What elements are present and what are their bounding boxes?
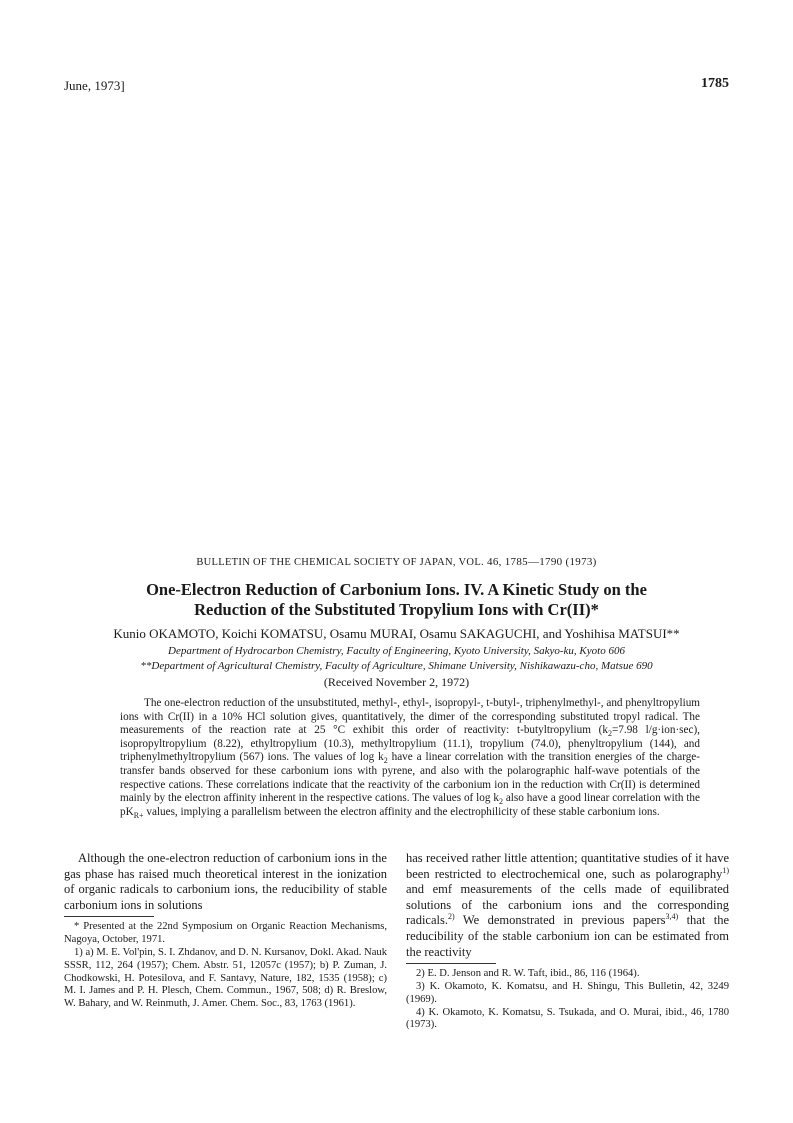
- page-number: 1785: [701, 76, 729, 91]
- right-column: [406, 851, 729, 1032]
- para-part: that the reducibility of the stable carbonium ion can be estimated from the reactivity: [406, 913, 729, 959]
- abstract-subscript: R+: [133, 810, 144, 820]
- abstract-part-e: values, implying a parallelism between the electron affinity and the electrophilicity of these stable carbonium ions.: [143, 805, 660, 818]
- abstract-part-d: also have a good linear correlation with the pK: [120, 792, 700, 818]
- footnote-2: 2) E. D. Jenson and R. W. Taft, ibid., 86, 116 (1964).: [416, 968, 640, 980]
- abstract: [120, 697, 700, 819]
- abstract-part-a: The one-electron reduction of the unsubstituted, methyl-, ethyl-, isopropyl-, t-butyl-, triphenylmethyl-, and phenyltropylium ions with Cr(II) in a 10% HCl solution gives, quantitatively, the dimer of the corresponding substituted tropyl radical. The measurements of the reaction rate at 25 °C exhibit this order of reactivity: t-butyltropylium (k: [120, 697, 700, 737]
- journal-name: BULLETIN OF THE CHEMICAL SOCIETY OF JAPAN, VOL.: [196, 557, 484, 568]
- para-part: has received rather little attention; quantitative studies of it have been restricted to electrochemical one, such as polarography: [406, 851, 729, 881]
- abstract-subscript: 2: [383, 756, 388, 766]
- para-part: and emf measurements of the cells made of equilibrated solutions of the carbonium ions and the corresponding radicals.: [406, 882, 729, 928]
- footnote-1: 1) a) M. E. Vol'pin, S. I. Zhdanov, and D. N. Kursanov, Dokl. Akad. Nauk SSSR, 112, 264 (1957); Chem. Abstr. 51, 12057c (1957); b) P. Zuman, J. Chodkowski, H. Potesilova, and F. Santavy, Nature, 182, 1535 (1958); c) M. I. James and P. H. Plesch, Chem. Commun., 1967, 508; d) R. Breslow, W. Bahary, and W. Reinmuth, J. Amer. Chem. Soc., 83, 1763 (1961).: [64, 946, 387, 1010]
- left-column: [64, 851, 387, 1011]
- reference-mark: 3,4): [665, 912, 679, 922]
- reference-mark: 1): [722, 865, 729, 875]
- journal-volume: 46,: [487, 556, 502, 568]
- running-header-date: June, 1973]: [64, 78, 125, 93]
- footnote-3: 3) K. Okamoto, K. Komatsu, and H. Shingu, This Bulletin, 42, 3249 (1969).: [406, 980, 729, 1005]
- abstract-subscript: 2: [498, 797, 503, 807]
- author-list: Kunio OKAMOTO, Koichi KOMATSU, Osamu MURAI, Osamu SAKAGUCHI, and Yoshihisa MATSUI**: [113, 626, 680, 641]
- abstract-subscript: 2: [608, 729, 612, 739]
- reference-mark: 2): [448, 912, 455, 922]
- para-part: We demonstrated in previous papers: [454, 913, 666, 928]
- received-date: (Received November 2, 1972): [323, 675, 470, 689]
- title-line-2: Reduction of the Substituted Tropylium Ions with Cr(II)*: [194, 600, 599, 619]
- title-line-1: One-Electron Reduction of Carbonium Ions. IV. A Kinetic Study on the: [146, 580, 647, 599]
- journal-citation-line: [0, 556, 793, 568]
- continued-paragraph: [406, 851, 729, 960]
- intro-paragraph: Although the one-electron reduction of carbonium ions in the gas phase has raised much theoretical interest in the ionization of organic radicals to carbonium ions, the reducibility of stable carbonium ions in solutions: [64, 851, 387, 912]
- affiliation-1: Department of Hydrocarbon Chemistry, Faculty of Engineering, Kyoto University, Sakyo-ku, Kyoto 606: [168, 645, 625, 657]
- journal-pages: 1785—1790 (1973): [504, 556, 597, 568]
- article-title: [60, 580, 733, 620]
- footnote-rule: [64, 916, 154, 917]
- footnote-rule: [406, 963, 496, 964]
- footnote-star: * Presented at the 22nd Symposium on Organic Reaction Mechanisms, Nagoya, October, 1971.: [64, 921, 387, 946]
- abstract-part-c: have a linear correlation with the transition energies of the charge-transfer bands observed for these carbonium ions with pyrene, and also with the polarographic half-wave potentials of the respective cations. These correlations indicate that the reactivity of the carbonium ion in the reduction with Cr(II) is determined mainly by the electron affinity inherent in the respective cations. The values of log k: [120, 751, 700, 805]
- footnote-4: 4) K. Okamoto, K. Komatsu, S. Tsukada, and O. Murai, ibid., 46, 1780 (1973).: [406, 1006, 729, 1031]
- abstract-part-b: =7.98 l/g·ion·sec), isopropyltropylium (8.22), ethyltropylium (10.3), methyltropylium (11.1), tropylium (74.0), phenyltropylium (144), and triphenylmethyltropylium (567) ions. The values of log k: [120, 724, 700, 764]
- affiliation-2: **Department of Agricultural Chemistry, Faculty of Agriculture, Shimane University, Nishikawazu-cho, Matsue 690: [140, 660, 653, 672]
